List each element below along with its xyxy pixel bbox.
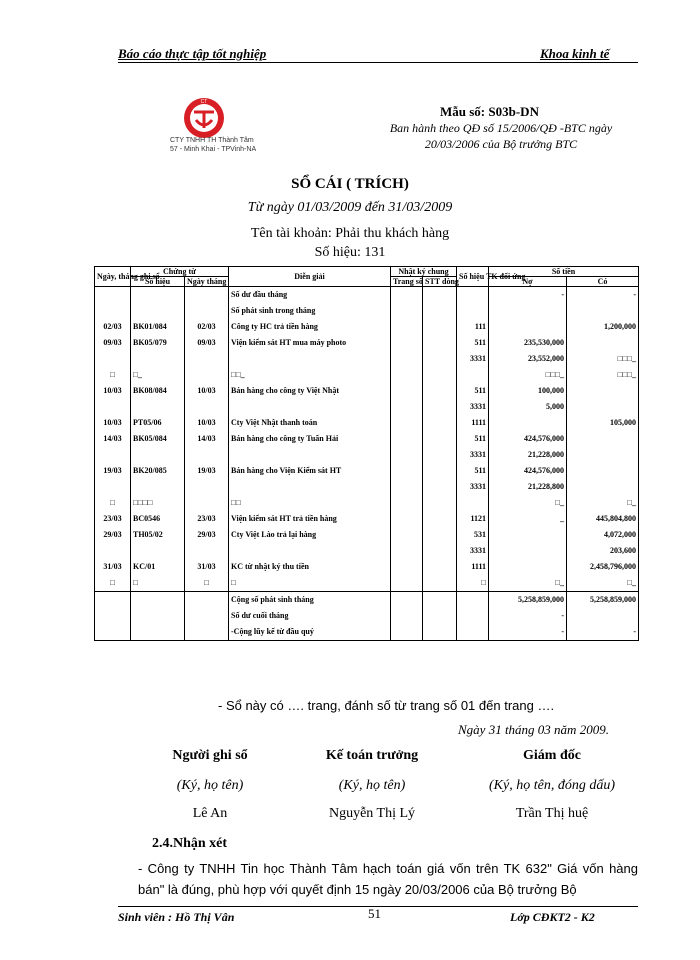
cell-dg: □□_ (229, 367, 391, 383)
company-address: 57 - Minh Khai - TPVinh-NA (170, 146, 257, 153)
cell-co (567, 431, 639, 447)
cell-tk: 3331 (457, 479, 489, 495)
cell-ngay (95, 624, 131, 641)
cell-no: 21,228,000 (489, 447, 567, 463)
signature-hint: (Ký, họ tên, đóng dấu) (489, 778, 615, 793)
cell-nt (185, 495, 229, 511)
cell-nt: 09/03 (185, 335, 229, 351)
signature-hint: (Ký, họ tên) (338, 778, 406, 793)
cell-co: □_ (567, 575, 639, 592)
cell-empty (423, 608, 457, 624)
cell-nt: 10/03 (185, 383, 229, 399)
cell-ngay: 09/03 (95, 335, 131, 351)
cell-tk: 511 (457, 335, 489, 351)
table-row (95, 319, 639, 335)
cell-sh (131, 479, 185, 495)
cell-no: 23,552,000 (489, 351, 567, 367)
comment-paragraph: - Công ty TNHH Tin học Thành Tâm hạch toán giá vốn trên TK 632" Giá vốn hàng bán" là đúng, phù hợp với quyết định 15 ngày 20/03/2006 của Bộ trưởng Bộ (138, 861, 638, 897)
cell-empty (423, 463, 457, 479)
cell-sh (131, 351, 185, 367)
col-co: Có (567, 277, 639, 287)
col-dien-giai: Diễn giải (229, 267, 391, 287)
col-stt-dong: STT dòng (423, 277, 457, 287)
cell-empty (391, 592, 423, 609)
table-row (95, 479, 639, 495)
cell-ngay: 23/03 (95, 511, 131, 527)
signature-name: Lê An (192, 806, 228, 821)
cell-co (567, 479, 639, 495)
cell-tk: 3331 (457, 351, 489, 367)
cell-empty (423, 431, 457, 447)
signature-title: Kế toán trưởng (325, 748, 419, 763)
cell-co: □_ (567, 495, 639, 511)
signature-title: Người ghi sổ (172, 748, 248, 763)
cell-tk: 531 (457, 527, 489, 543)
cell-ngay: □ (95, 495, 131, 511)
table-row (95, 463, 639, 479)
cell-no: □_ (489, 575, 567, 592)
signature-hint: (Ký, họ tên) (176, 778, 244, 793)
cell-empty (391, 575, 423, 592)
footer-student: Sinh viên : Hồ Thị Vân (118, 910, 235, 924)
cell-nt: 29/03 (185, 527, 229, 543)
signature-name: Nguyễn Thị Lý (328, 806, 416, 821)
cell-sh (131, 592, 185, 609)
table-row (95, 559, 639, 575)
cell-no: _ (489, 511, 567, 527)
cell-no: □□□_ (489, 367, 567, 383)
cell-empty (391, 447, 423, 463)
cell-dg: Cộng số phát sinh tháng (229, 592, 391, 609)
cell-dg (229, 399, 391, 415)
cell-nt (185, 367, 229, 383)
cell-empty (423, 543, 457, 559)
col-trang-so: Trang sổ (391, 277, 423, 287)
table-row (95, 335, 639, 351)
cell-nt (185, 287, 229, 304)
cell-empty (423, 592, 457, 609)
cell-dg: □□ (229, 495, 391, 511)
cell-tk (457, 303, 489, 319)
sign-date: Ngày 31 tháng 03 năm 2009. (458, 722, 609, 737)
cell-nt: 02/03 (185, 319, 229, 335)
cell-empty (391, 495, 423, 511)
cell-co (567, 463, 639, 479)
cell-co: □□□_ (567, 351, 639, 367)
company-block (170, 136, 256, 154)
cell-nt (185, 624, 229, 641)
col-chung-tu: Chứng từ (131, 267, 229, 277)
cell-tk (457, 287, 489, 304)
cell-ngay: 19/03 (95, 463, 131, 479)
cell-empty (423, 383, 457, 399)
cell-empty (391, 511, 423, 527)
cell-empty (423, 527, 457, 543)
cell-no (489, 559, 567, 575)
cell-ngay (95, 608, 131, 624)
col-nhat-ky-chung: Nhật ký chung (391, 267, 457, 277)
table-row (95, 608, 639, 624)
cell-dg: Bán hàng cho công ty Tuấn Hải (229, 431, 391, 447)
cell-ngay: □ (95, 575, 131, 592)
cell-sh (131, 624, 185, 641)
cell-tk: 3331 (457, 399, 489, 415)
cell-tk: 3331 (457, 447, 489, 463)
cell-co (567, 447, 639, 463)
cell-sh: TH05/02 (131, 527, 185, 543)
cell-ngay (95, 543, 131, 559)
cell-empty (391, 399, 423, 415)
table-row (95, 592, 639, 609)
cell-nt: 23/03 (185, 511, 229, 527)
cell-nt (185, 447, 229, 463)
cell-no: 5,258,859,000 (489, 592, 567, 609)
cell-no: 21,228,800 (489, 479, 567, 495)
cell-sh: BK05/084 (131, 431, 185, 447)
cell-empty (423, 495, 457, 511)
col-ngay-thang: Ngày tháng (185, 277, 229, 287)
cell-ngay: 31/03 (95, 559, 131, 575)
account-name: Tên tài khoản: Phải thu khách hàng (250, 226, 450, 241)
cell-sh: □ (131, 575, 185, 592)
cell-nt (185, 479, 229, 495)
col-no: Nợ (489, 277, 567, 287)
cell-co (567, 335, 639, 351)
cell-empty (423, 511, 457, 527)
table-row (95, 303, 639, 319)
cell-empty (391, 303, 423, 319)
cell-co (567, 303, 639, 319)
cell-no: 424,576,000 (489, 431, 567, 447)
cell-no: 424,576,000 (489, 463, 567, 479)
cell-dg: Số dư đầu tháng (229, 287, 391, 304)
cell-empty (391, 319, 423, 335)
cell-empty (391, 543, 423, 559)
page-number: 51 (368, 906, 381, 921)
col-so-tien: Số tiền (489, 267, 639, 277)
table-row (95, 447, 639, 463)
cell-ngay: 10/03 (95, 383, 131, 399)
ledger-title: SỔ CÁI ( TRÍCH) (291, 176, 409, 192)
cell-empty (423, 287, 457, 304)
cell-empty (423, 335, 457, 351)
cell-co: 445,804,800 (567, 511, 639, 527)
form-issue-note (370, 120, 632, 152)
cell-ngay: □ (95, 367, 131, 383)
cell-dg (229, 543, 391, 559)
table-row (95, 624, 639, 641)
cell-empty (391, 287, 423, 304)
cell-co: □□□_ (567, 367, 639, 383)
cell-co: - (567, 287, 639, 304)
cell-empty (423, 575, 457, 592)
cell-sh: □□□□ (131, 495, 185, 511)
cell-no (489, 543, 567, 559)
cell-ngay (95, 287, 131, 304)
cell-dg: □ (229, 575, 391, 592)
cell-co: - (567, 624, 639, 641)
cell-sh: □_ (131, 367, 185, 383)
cell-empty (423, 303, 457, 319)
cell-tk: 511 (457, 431, 489, 447)
form-code: Mẫu số: S03b-DN (440, 104, 539, 119)
cell-ngay: 29/03 (95, 527, 131, 543)
cell-tk: 3331 (457, 543, 489, 559)
cell-ngay (95, 479, 131, 495)
cell-ngay (95, 592, 131, 609)
cell-no (489, 527, 567, 543)
cell-empty (391, 608, 423, 624)
cell-sh (131, 543, 185, 559)
cell-empty (423, 447, 457, 463)
signature-director (452, 748, 652, 822)
cell-dg: Cty Việt Lào trả lại hàng (229, 527, 391, 543)
table-row (95, 575, 639, 592)
cell-nt: 14/03 (185, 431, 229, 447)
cell-nt: 31/03 (185, 559, 229, 575)
ledger-table (94, 266, 639, 641)
col-ngay-ghi-so: Ngày, tháng ghi sổ (95, 267, 131, 287)
cell-no (489, 319, 567, 335)
cell-dg: KC từ nhật ký thu tiền (229, 559, 391, 575)
cell-tk: 511 (457, 463, 489, 479)
signature-name: Trần Thị huệ (515, 806, 589, 821)
cell-no (489, 415, 567, 431)
table-row (95, 351, 639, 367)
cell-nt (185, 399, 229, 415)
cell-no: 100,000 (489, 383, 567, 399)
cell-sh: BK08/084 (131, 383, 185, 399)
cell-empty (423, 624, 457, 641)
cell-no: - (489, 608, 567, 624)
cell-tk: 1111 (457, 559, 489, 575)
cell-empty (391, 527, 423, 543)
cell-tk (457, 608, 489, 624)
table-row (95, 383, 639, 399)
cell-co (567, 399, 639, 415)
cell-empty (391, 351, 423, 367)
cell-tk (457, 592, 489, 609)
cell-empty (423, 367, 457, 383)
cell-tk (457, 495, 489, 511)
cell-empty (423, 351, 457, 367)
cell-empty (391, 479, 423, 495)
cell-empty (423, 319, 457, 335)
cell-dg: Viện kiểm sát HT mua máy photo (229, 335, 391, 351)
cell-ngay (95, 303, 131, 319)
cell-dg: Cty Việt Nhật thanh toán (229, 415, 391, 431)
cell-sh: BC0546 (131, 511, 185, 527)
section-title: 2.4.Nhận xét (152, 836, 228, 851)
cell-sh (131, 287, 185, 304)
cell-co (567, 608, 639, 624)
ledger-period: Từ ngày 01/03/2009 đến 31/03/2009 (247, 200, 453, 215)
cell-empty (423, 415, 457, 431)
cell-no: 5,000 (489, 399, 567, 415)
cell-ngay: 02/03 (95, 319, 131, 335)
cell-tk: 1121 (457, 511, 489, 527)
footer-class: Lớp CĐKT2 - K2 (510, 910, 595, 924)
cell-dg: Bán hàng cho công ty Việt Nhật (229, 383, 391, 399)
cell-tk: 511 (457, 383, 489, 399)
cell-empty (391, 415, 423, 431)
cell-sh (131, 399, 185, 415)
cell-no: - (489, 287, 567, 304)
cell-dg: Bán hàng cho Viện Kiểm sát HT (229, 463, 391, 479)
cell-sh: KC/01 (131, 559, 185, 575)
header-right: Khoa kinh tế (540, 46, 610, 61)
cell-empty (391, 335, 423, 351)
cell-empty (391, 624, 423, 641)
cell-tk (457, 624, 489, 641)
cell-nt: 19/03 (185, 463, 229, 479)
cell-tk: □ (457, 575, 489, 592)
cell-nt (185, 592, 229, 609)
page-count-note: - Sổ này có …. trang, đánh số từ trang số 01 đến trang …. (218, 698, 555, 713)
logo-text: CT (200, 99, 208, 105)
cell-co: 2,458,796,000 (567, 559, 639, 575)
cell-ngay: 10/03 (95, 415, 131, 431)
cell-co: 1,200,000 (567, 319, 639, 335)
form-issue-line-2: 20/03/2006 của Bộ trưởng BTC (424, 137, 578, 151)
cell-nt (185, 608, 229, 624)
cell-ngay (95, 399, 131, 415)
table-row (95, 495, 639, 511)
cell-sh (131, 608, 185, 624)
cell-empty (391, 431, 423, 447)
cell-empty (391, 463, 423, 479)
cell-nt: □ (185, 575, 229, 592)
cell-tk (457, 367, 489, 383)
signature-chief-accountant (272, 748, 472, 822)
table-row (95, 527, 639, 543)
cell-ngay: 14/03 (95, 431, 131, 447)
cell-nt (185, 303, 229, 319)
account-number: Số hiệu: 131 (314, 245, 386, 260)
cell-sh: BK20/085 (131, 463, 185, 479)
cell-dg (229, 351, 391, 367)
cell-co: 5,258,859,000 (567, 592, 639, 609)
table-row (95, 543, 639, 559)
table-row (95, 431, 639, 447)
cell-dg: -Cộng lũy kế từ đầu quý (229, 624, 391, 641)
cell-nt: 10/03 (185, 415, 229, 431)
signature-title: Giám đốc (523, 748, 581, 763)
cell-no: □_ (489, 495, 567, 511)
cell-sh: BK05/079 (131, 335, 185, 351)
cell-dg: Viện kiểm sát HT trả tiền hàng (229, 511, 391, 527)
col-tk-doi-ung: Số hiệu TK đối ứng (457, 267, 489, 287)
cell-co (567, 383, 639, 399)
table-row (95, 415, 639, 431)
cell-dg: Số phát sinh trong tháng (229, 303, 391, 319)
cell-nt (185, 543, 229, 559)
cell-dg: Số dư cuối tháng (229, 608, 391, 624)
cell-co: 105,000 (567, 415, 639, 431)
cell-sh: PT05/06 (131, 415, 185, 431)
cell-tk: 1111 (457, 415, 489, 431)
cell-tk: 111 (457, 319, 489, 335)
cell-no (489, 303, 567, 319)
cell-co: 4,072,000 (567, 527, 639, 543)
cell-empty (391, 383, 423, 399)
company-name: CTY TNHH TH Thành Tâm (170, 137, 254, 144)
table-row (95, 287, 639, 304)
cell-sh (131, 303, 185, 319)
cell-empty (391, 559, 423, 575)
header-left: Báo cáo thực tập tốt nghiệp (118, 46, 267, 61)
form-issue-line-1: Ban hành theo QĐ số 15/2006/QĐ -BTC ngày (389, 121, 613, 135)
cell-dg (229, 479, 391, 495)
cell-ngay (95, 351, 131, 367)
cell-no: 235,530,000 (489, 335, 567, 351)
table-row (95, 399, 639, 415)
table-row (95, 367, 639, 383)
cell-empty (423, 479, 457, 495)
header-divider (118, 62, 638, 63)
table-row (95, 511, 639, 527)
cell-ngay (95, 447, 131, 463)
cell-dg: Công ty HC trả tiền hàng (229, 319, 391, 335)
cell-sh: BK01/084 (131, 319, 185, 335)
cell-co: 203,600 (567, 543, 639, 559)
cell-empty (391, 367, 423, 383)
cell-no: - (489, 624, 567, 641)
cell-nt (185, 351, 229, 367)
cell-dg (229, 447, 391, 463)
cell-empty (423, 559, 457, 575)
cell-empty (423, 399, 457, 415)
col-so-hieu: Số hiệu (131, 277, 185, 287)
cell-sh (131, 447, 185, 463)
